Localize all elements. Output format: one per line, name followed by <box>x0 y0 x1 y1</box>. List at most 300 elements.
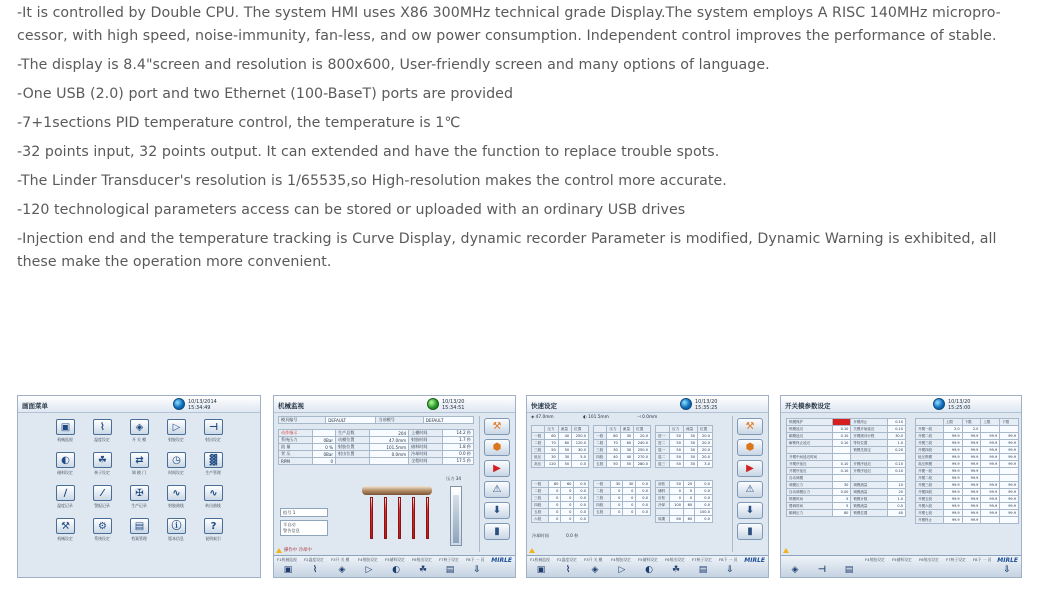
table-cell[interactable]: 60 <box>684 502 695 509</box>
table-cell[interactable]: 30 <box>607 447 620 454</box>
table-row <box>532 509 589 516</box>
table-cell[interactable]: 99.9 <box>1000 447 1019 454</box>
table-cell[interactable]: 0Bar <box>312 451 335 458</box>
table-cell[interactable]: 0.0 <box>695 516 713 523</box>
table-cell[interactable]: 0 <box>548 502 561 509</box>
table-cell: 二段 <box>594 488 611 495</box>
table-cell[interactable]: 60 <box>545 433 558 440</box>
warning-button[interactable]: ⚠ <box>484 481 510 498</box>
eject-position-field[interactable]: ⊣ 0.0mm <box>637 415 658 420</box>
table-cell[interactable]: 30 <box>684 454 698 461</box>
table-cell[interactable]: 99.9 <box>981 433 1000 440</box>
table-cell[interactable]: 60 <box>670 516 684 523</box>
menu-item[interactable] <box>159 418 193 449</box>
table-cell[interactable]: 120.0 <box>572 440 589 447</box>
table-cell[interactable]: 270.0 <box>634 454 651 461</box>
table-cell[interactable]: 0.10 <box>887 419 905 426</box>
table-cell[interactable]: 0 <box>670 495 684 502</box>
table-cell[interactable]: 0.10 <box>833 468 851 475</box>
table-cell[interactable]: 20.0 <box>634 433 651 440</box>
side-button-2[interactable]: ⬢ <box>484 439 510 456</box>
table-cell[interactable] <box>981 475 1000 482</box>
side-button-6[interactable]: ▮ <box>484 523 510 540</box>
monitor-table <box>278 429 474 465</box>
table-row <box>916 503 1019 510</box>
table-cell[interactable]: 0 <box>623 495 636 502</box>
quick-table <box>655 425 713 468</box>
table-cell[interactable] <box>981 426 1000 433</box>
table-cell[interactable]: 5.0 <box>572 454 589 461</box>
mold-open-icon: ◈ <box>130 419 149 435</box>
function-key-label: F8下 一 頁 <box>973 557 992 562</box>
table-cell[interactable]: 0.0 <box>636 502 651 509</box>
table-cell: 开模序延迟 <box>851 461 888 468</box>
table-cell[interactable]: 99.9 <box>943 468 962 475</box>
side-button-5[interactable]: ⬇ <box>484 502 510 519</box>
table-cell[interactable]: 50 <box>670 440 684 447</box>
table-cell[interactable]: 99.9 <box>943 440 962 447</box>
table-cell[interactable]: 99.9 <box>981 440 1000 447</box>
table-cell[interactable]: 0.0 <box>636 488 651 495</box>
table-cell[interactable]: 20.0 <box>698 454 713 461</box>
table-cell[interactable]: 0 <box>610 495 623 502</box>
table-cell[interactable]: 99.9 <box>981 447 1000 454</box>
menu-item[interactable] <box>122 484 156 515</box>
table-cell[interactable]: 0.0 <box>574 481 589 488</box>
function-key-3-icon[interactable]: ◈ <box>338 565 346 575</box>
table-cell[interactable]: 40 <box>620 454 633 461</box>
table-cell[interactable]: 99.9 <box>1000 482 1019 489</box>
mold-no-value[interactable]: DEFAULT <box>326 417 376 424</box>
table-cell[interactable]: 99.9 <box>1000 496 1019 503</box>
table-cell[interactable]: 30 <box>610 481 623 488</box>
table-cell[interactable]: 30 <box>620 447 633 454</box>
table-cell[interactable]: 99.9 <box>1000 461 1019 468</box>
table-cell[interactable] <box>981 468 1000 475</box>
table-cell[interactable]: 10 <box>887 482 905 489</box>
table-cell[interactable]: 99.9 <box>1000 489 1019 496</box>
table-cell[interactable]: 0 <box>610 509 623 516</box>
table-cell[interactable]: 99.9 <box>943 461 962 468</box>
table-cell[interactable]: 99.9 <box>1000 510 1019 517</box>
table-cell[interactable]: 30 <box>684 440 698 447</box>
table-cell[interactable]: 99.9 <box>962 482 981 489</box>
table-cell[interactable]: 20.0 <box>698 440 713 447</box>
table-cell: 二段 <box>532 440 545 447</box>
function-key-7-icon[interactable]: ▤ <box>445 565 455 575</box>
table-cell[interactable]: 100.0 <box>695 509 713 516</box>
table-cell[interactable]: 0Bar <box>312 437 335 444</box>
function-key-7-icon[interactable]: ▤ <box>698 565 708 575</box>
menu-item[interactable] <box>85 484 119 515</box>
table-cell[interactable] <box>312 430 335 437</box>
counter-field[interactable] <box>280 508 328 517</box>
table-cell: 一段 <box>532 433 545 440</box>
table-row <box>916 461 1019 468</box>
table-cell[interactable]: 0.0 <box>636 495 651 502</box>
side-button-1[interactable]: ⚒ <box>737 418 763 435</box>
table-cell[interactable] <box>833 419 851 426</box>
arrow-down-icon[interactable]: ⇩ <box>1003 565 1011 575</box>
table-cell[interactable]: 0.10 <box>887 461 905 468</box>
clock <box>695 399 717 411</box>
function-key-2-icon[interactable]: ⌇ <box>312 565 318 575</box>
table-cell: 生产总数 <box>336 430 370 437</box>
table-cell[interactable]: 30.0 <box>572 447 589 454</box>
table-cell[interactable]: 99.9 <box>1000 433 1019 440</box>
function-key-label: F7核子设定 <box>946 557 966 562</box>
table-cell[interactable]: 14.2 秒 <box>443 430 474 437</box>
table-cell[interactable]: 99.9 <box>943 447 962 454</box>
menu-item[interactable] <box>196 484 230 515</box>
table-cell[interactable]: 50 <box>558 461 571 468</box>
table-cell[interactable]: 0.0 秒 <box>443 451 474 458</box>
table-cell[interactable]: 20.0 <box>698 433 713 440</box>
table-cell[interactable]: 240.0 <box>634 440 651 447</box>
table-cell[interactable] <box>833 454 851 461</box>
table-cell[interactable]: 99.9 <box>1000 440 1019 447</box>
table-cell[interactable]: 1.8 秒 <box>443 444 474 451</box>
table-cell[interactable]: 99.9 <box>943 510 962 517</box>
monitor-icon: ▣ <box>56 419 75 435</box>
table-row <box>787 433 906 440</box>
table-cell[interactable]: 99.9 <box>962 489 981 496</box>
table-cell[interactable]: 99.9 <box>943 496 962 503</box>
table-cell[interactable]: 30 <box>684 433 698 440</box>
table-cell[interactable]: 0.10 <box>833 433 851 440</box>
table-cell[interactable]: 60 <box>684 516 695 523</box>
function-key-8-icon[interactable]: ⇩ <box>473 565 481 575</box>
menu-item[interactable] <box>196 418 230 449</box>
table-cell[interactable]: 99.9 <box>943 517 962 524</box>
table-cell[interactable]: 99.9 <box>962 447 981 454</box>
table-cell: 退一 <box>656 447 670 454</box>
table-cell[interactable]: 0 <box>548 488 561 495</box>
table-cell[interactable]: 0 <box>610 488 623 495</box>
function-key-6-icon[interactable]: ☘ <box>671 565 681 575</box>
table-cell: 一段 <box>594 481 611 488</box>
table-cell[interactable]: 99.9 <box>981 461 1000 468</box>
table-cell[interactable] <box>670 509 684 516</box>
table-cell[interactable]: 0 <box>684 495 695 502</box>
menu-item[interactable] <box>196 517 230 548</box>
eject-position-value: 0.0mm <box>642 415 658 420</box>
menu-item[interactable] <box>159 517 193 548</box>
table-cell[interactable]: 0.0 <box>695 481 713 488</box>
table-cell[interactable]: 30 <box>620 433 633 440</box>
table-cell[interactable]: 99.9 <box>962 468 981 475</box>
table-cell[interactable]: 0.0 <box>695 488 713 495</box>
screen-title: 画面菜单 <box>22 402 48 410</box>
table-cell[interactable]: 99.9 <box>981 489 1000 496</box>
table-cell: 开模终止 <box>916 517 944 524</box>
quick-table <box>531 480 589 523</box>
table-cell[interactable]: 99.9 <box>962 496 981 503</box>
menu-item[interactable] <box>85 451 119 482</box>
table-cell[interactable]: 99.9 <box>943 475 962 482</box>
table-cell: 解锁终止延迟 <box>787 440 833 447</box>
table-cell[interactable]: 99.9 <box>962 475 981 482</box>
heater-bar <box>370 497 373 539</box>
table-cell[interactable]: 30 <box>833 482 851 489</box>
table-cell[interactable]: 99.9 <box>1000 503 1019 510</box>
menu-item[interactable] <box>122 451 156 482</box>
menu-item[interactable] <box>159 484 193 515</box>
function-key-6-icon[interactable]: ☘ <box>418 565 428 575</box>
table-cell[interactable]: 40 <box>887 510 905 517</box>
mold-position-field[interactable]: ◈ 47.0mm <box>531 415 554 420</box>
table-cell[interactable]: 0.0 <box>574 495 589 502</box>
table-cell: 四段 <box>594 502 611 509</box>
table-cell[interactable]: 99.9 <box>1000 454 1019 461</box>
function-key-2-icon[interactable]: ⊣ <box>817 565 827 575</box>
table-cell[interactable]: 60 <box>561 481 574 488</box>
table-cell[interactable] <box>833 447 851 454</box>
heater-bar <box>412 497 415 539</box>
spec-line: -Injection end and the temperature tracking is Curve Display, dynamic recorder Parameter is modified, Dynamic Warning is exhibited, all <box>17 231 997 248</box>
table-cell[interactable] <box>1000 468 1019 475</box>
table-cell[interactable]: 99.9 <box>962 517 981 524</box>
menu-item[interactable] <box>122 517 156 548</box>
table-cell[interactable]: 0.00 <box>833 489 851 496</box>
table-cell[interactable]: 101.5mm <box>369 444 408 451</box>
current-no-value[interactable]: DEFAULT <box>423 417 473 424</box>
table-cell[interactable] <box>369 458 408 465</box>
table-cell <box>851 475 888 482</box>
table-cell[interactable]: 0 <box>623 502 636 509</box>
table-cell[interactable]: 0 <box>670 488 684 495</box>
table-cell[interactable]: 30 <box>623 481 636 488</box>
side-button-3[interactable]: ▶ <box>737 460 763 477</box>
table-cell[interactable]: 0 <box>561 488 574 495</box>
table-cell: 顺模延迟 <box>787 433 833 440</box>
function-key-3-icon[interactable]: ▤ <box>844 565 854 575</box>
table-cell[interactable]: 99.9 <box>981 454 1000 461</box>
table-cell[interactable]: 0.0mm <box>369 451 408 458</box>
table-cell[interactable]: 0.0 <box>574 488 589 495</box>
side-button-6[interactable]: ▮ <box>737 523 763 540</box>
table-cell[interactable]: 0.0 <box>572 461 589 468</box>
table-cell[interactable]: 5 <box>833 496 851 503</box>
mold-header-table <box>278 416 474 424</box>
function-key-4-icon[interactable]: ▷ <box>365 565 373 575</box>
table-cell[interactable]: 99.9 <box>943 503 962 510</box>
function-key-1-icon[interactable]: ◈ <box>791 565 799 575</box>
table-cell[interactable]: 30 <box>684 461 698 468</box>
table-cell[interactable]: 0 <box>623 509 636 516</box>
table-cell[interactable]: 0 <box>623 488 636 495</box>
table-cell[interactable]: 0 <box>548 516 561 523</box>
menu-item[interactable] <box>159 451 193 482</box>
table-cell[interactable]: 1.0 <box>887 440 905 447</box>
table-cell[interactable] <box>887 475 905 482</box>
table-cell[interactable]: 99.9 <box>962 454 981 461</box>
eject-curve-icon: ∿ <box>204 485 223 501</box>
table-cell[interactable]: 0.0 <box>695 502 713 509</box>
table-cell[interactable]: 99.9 <box>981 503 1000 510</box>
table-cell[interactable]: 20 <box>887 489 905 496</box>
table-cell[interactable]: 50 <box>670 461 684 468</box>
table-cell[interactable]: 5 <box>833 503 851 510</box>
menu-item[interactable] <box>85 418 119 449</box>
table-cell[interactable]: 0.10 <box>887 468 905 475</box>
table-cell[interactable]: 50 <box>558 447 571 454</box>
table-cell[interactable] <box>1000 475 1019 482</box>
table-cell[interactable]: 100 <box>670 502 684 509</box>
table-cell[interactable] <box>1000 426 1019 433</box>
table-cell: 进二 <box>656 440 670 447</box>
table-cell[interactable]: 50 <box>545 447 558 454</box>
table-cell[interactable]: 0 <box>684 488 695 495</box>
menu-item[interactable] <box>122 418 156 449</box>
table-cell[interactable]: 20 <box>684 481 695 488</box>
table-cell <box>851 454 888 461</box>
table-cell[interactable]: 70 <box>545 440 558 447</box>
table-cell[interactable]: 80 <box>607 433 620 440</box>
table-cell[interactable]: 0 <box>610 502 623 509</box>
table-cell[interactable]: 30 <box>684 447 698 454</box>
menu-item-label: 时间设定 <box>168 470 184 475</box>
table-cell[interactable]: 0.10 <box>833 426 851 433</box>
table-cell[interactable]: 60 <box>548 481 561 488</box>
function-key-8-icon[interactable]: ⇩ <box>726 565 734 575</box>
table-cell[interactable]: 50 <box>620 461 633 468</box>
table-cell[interactable]: 50 <box>670 447 684 454</box>
side-button-2[interactable]: ⬢ <box>737 439 763 456</box>
function-key-1-icon[interactable]: ▣ <box>283 565 293 575</box>
table-cell[interactable]: 2.0 <box>962 426 981 433</box>
table-cell[interactable]: 40 <box>558 433 571 440</box>
table-cell[interactable]: 0 <box>561 509 574 516</box>
table-cell[interactable]: 99.9 <box>962 461 981 468</box>
menu-item[interactable] <box>48 418 82 449</box>
table-cell[interactable]: 0 <box>561 502 574 509</box>
table-cell[interactable]: 99.9 <box>981 496 1000 503</box>
table-cell[interactable]: 0.0 <box>695 495 713 502</box>
table-cell[interactable]: 50 <box>670 481 684 488</box>
table-cell[interactable]: 0 <box>548 509 561 516</box>
table-row <box>594 447 651 454</box>
table-cell[interactable]: 80 <box>833 510 851 517</box>
table-cell[interactable]: 99.9 <box>962 433 981 440</box>
table-cell[interactable]: 50 <box>607 461 620 468</box>
warning-button[interactable]: ⚠ <box>737 481 763 498</box>
table-cell[interactable]: 99.9 <box>962 440 981 447</box>
function-key-label: F2温度设定 <box>557 557 577 562</box>
table-cell[interactable]: 99.9 <box>943 482 962 489</box>
table-cell[interactable]: 99.9 <box>981 510 1000 517</box>
table-cell[interactable]: 1.0 <box>887 496 905 503</box>
table-cell[interactable]: 0.5 <box>887 503 905 510</box>
function-key-4-icon[interactable]: ▷ <box>618 565 626 575</box>
table-cell[interactable]: 1.7 秒 <box>443 437 474 444</box>
table-cell[interactable]: 0 % <box>312 444 335 451</box>
table-cell[interactable]: 40 <box>607 454 620 461</box>
function-key-label: F4射胶设定 <box>358 557 378 562</box>
table-cell[interactable]: 30 <box>558 454 571 461</box>
temp-record-icon: ∕ <box>56 485 75 501</box>
table-cell[interactable]: 0.0 <box>636 481 651 488</box>
menu-item[interactable] <box>48 484 82 515</box>
table-cell[interactable]: 250.0 <box>634 447 651 454</box>
table-cell[interactable]: 280.0 <box>634 461 651 468</box>
table-cell[interactable]: 70 <box>607 440 620 447</box>
menu-item[interactable] <box>48 517 82 548</box>
table-cell[interactable]: 50 <box>670 454 684 461</box>
table-cell[interactable]: 30 <box>545 454 558 461</box>
table-cell[interactable]: 0.0 <box>574 516 589 523</box>
table-cell[interactable]: 0 <box>561 516 574 523</box>
side-button-5[interactable]: ⬇ <box>737 502 763 519</box>
table-cell[interactable] <box>684 509 695 516</box>
table-cell[interactable]: 99.9 <box>981 482 1000 489</box>
table-cell[interactable]: 60 <box>620 440 633 447</box>
table-cell[interactable]: 0.0 <box>574 502 589 509</box>
table-cell[interactable] <box>833 475 851 482</box>
function-key-5-icon[interactable]: ◐ <box>392 565 400 575</box>
table-cell[interactable]: 60 <box>558 440 571 447</box>
side-button-1[interactable]: ⚒ <box>484 418 510 435</box>
function-key-5-icon[interactable]: ◐ <box>645 565 653 575</box>
table-cell[interactable] <box>887 454 905 461</box>
menu-item-label: 核子设定 <box>94 470 110 475</box>
screw-position-field[interactable]: ◐ 101.5mm <box>583 415 609 420</box>
table-cell[interactable]: 0.10 <box>833 461 851 468</box>
table-cell[interactable]: 0 <box>561 495 574 502</box>
table-cell: 五段 <box>594 509 611 516</box>
table-row <box>532 433 589 440</box>
table-cell: 五段 <box>594 461 607 468</box>
spec-line: -The Linder Transducer's resolution is 1/65535,so High-resolution makes the control more accurate. <box>17 173 727 190</box>
table-cell: 二段 <box>532 488 549 495</box>
menu-item[interactable] <box>48 451 82 482</box>
function-key-1-icon[interactable]: ▣ <box>536 565 546 575</box>
table-cell[interactable]: 99.9 <box>962 510 981 517</box>
table-cell[interactable]: 20.0 <box>698 447 713 454</box>
table-cell[interactable]: 0.20 <box>887 447 905 454</box>
table-cell[interactable]: 99.9 <box>943 489 962 496</box>
table-cell[interactable]: 0.0 <box>574 509 589 516</box>
function-key-label: F7核子设定 <box>439 557 459 562</box>
table-cell[interactable]: 0.10 <box>887 426 905 433</box>
table-cell[interactable]: 30.0 <box>887 433 905 440</box>
table-cell[interactable]: 99.9 <box>943 454 962 461</box>
table-cell[interactable]: 120 <box>545 461 558 468</box>
table-cell[interactable]: 0.0 <box>636 509 651 516</box>
table-cell[interactable] <box>981 517 1000 524</box>
table-cell[interactable]: 0 <box>548 495 561 502</box>
table-cell[interactable]: 204 <box>369 430 408 437</box>
table-cell[interactable]: 250.0 <box>572 433 589 440</box>
table-cell[interactable]: 50 <box>670 433 684 440</box>
table-cell[interactable]: 17.5 秒 <box>443 458 474 465</box>
table-cell[interactable]: 2.0 <box>943 426 962 433</box>
table-cell[interactable]: 47.0mm <box>369 437 408 444</box>
temperature-icon: ⌇ <box>93 419 112 435</box>
mold-no-label: 模具编号 <box>279 417 326 424</box>
table-cell[interactable]: 99.9 <box>962 503 981 510</box>
table-cell[interactable]: 99.9 <box>943 433 962 440</box>
menu-item[interactable] <box>196 451 230 482</box>
table-cell[interactable]: 0 <box>312 458 335 465</box>
table-cell[interactable]: 0.10 <box>833 440 851 447</box>
side-button-3[interactable]: ▶ <box>484 460 510 477</box>
table-cell[interactable]: 3.0 <box>698 461 713 468</box>
table-cell[interactable] <box>1000 517 1019 524</box>
function-key-3-icon[interactable]: ◈ <box>591 565 599 575</box>
menu-item[interactable] <box>85 517 119 548</box>
function-key-2-icon[interactable]: ⌇ <box>565 565 571 575</box>
